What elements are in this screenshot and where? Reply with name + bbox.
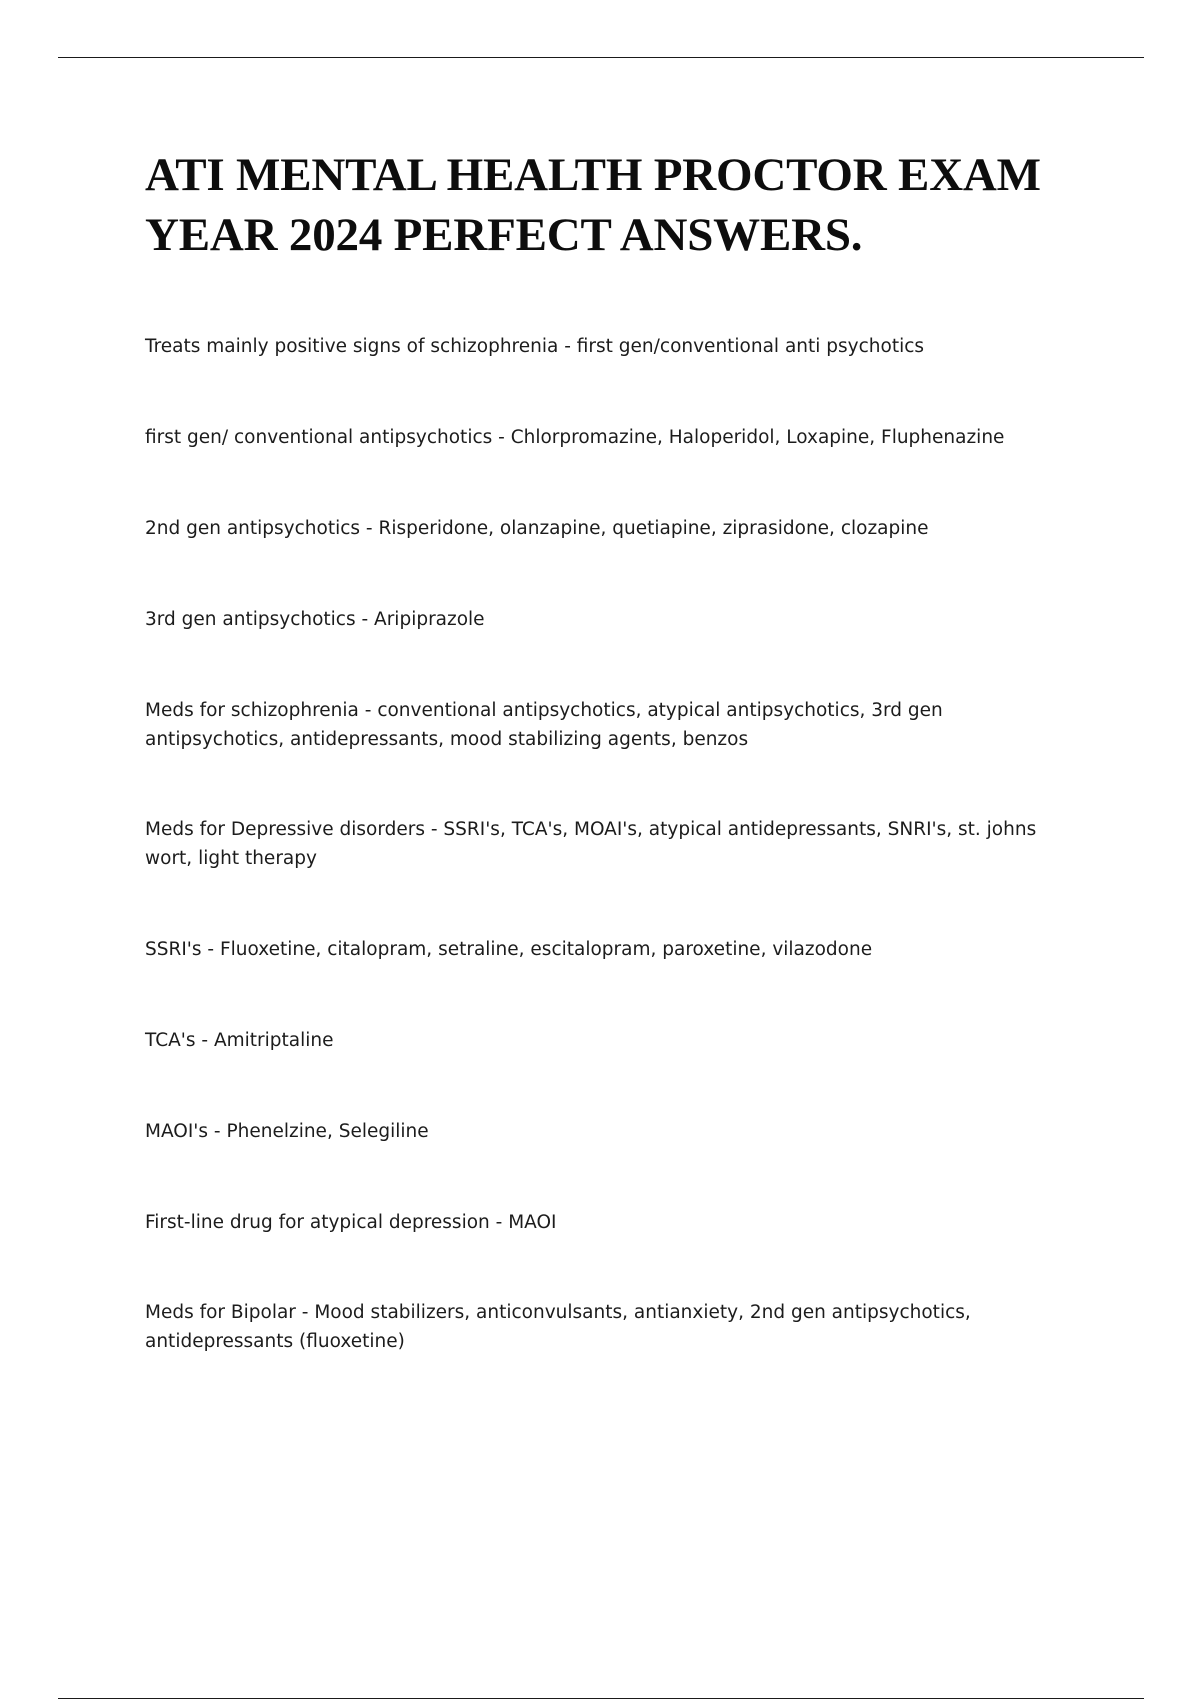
- qa-item: TCA's - Amitriptaline: [145, 1030, 334, 1051]
- qa-item: SSRI's - Fluoxetine, citalopram, setraline, escitalopram, paroxetine, vilazodone: [145, 939, 873, 960]
- qa-item: Meds for Depressive disorders - SSRI's, TCA's, MOAI's, atypical antidepressants, SNRI's, st. johns wort, light therapy: [145, 819, 1037, 869]
- qa-item: 2nd gen antipsychotics - Risperidone, olanzapine, quetiapine, ziprasidone, clozapine: [145, 518, 929, 539]
- qa-item: 3rd gen antipsychotics - Aripiprazole: [145, 609, 485, 630]
- qa-item: Treats mainly positive signs of schizophrenia - first gen/conventional anti psychotics: [145, 336, 925, 357]
- qa-item: Meds for Bipolar - Mood stabilizers, anticonvulsants, antianxiety, 2nd gen antipsychotics, antidepressants (fluoxetine): [145, 1302, 971, 1352]
- qa-item: first gen/ conventional antipsychotics - Chlorpromazine, Haloperidol, Loxapine, Fluphenazine: [145, 427, 1005, 448]
- footer-divider: [58, 1698, 1144, 1699]
- document-title: ATI MENTAL HEALTH PROCTOR EXAM YEAR 2024 PERFECT ANSWERS.: [145, 149, 1041, 261]
- header-divider: [58, 57, 1144, 58]
- qa-item: MAOI's - Phenelzine, Selegiline: [145, 1121, 429, 1142]
- qa-item: Meds for schizophrenia - conventional antipsychotics, atypical antipsychotics, 3rd gen antipsychotics, antidepressants, mood stabilizing agents, benzos: [145, 700, 943, 750]
- qa-item: First-line drug for atypical depression - MAOI: [145, 1212, 557, 1233]
